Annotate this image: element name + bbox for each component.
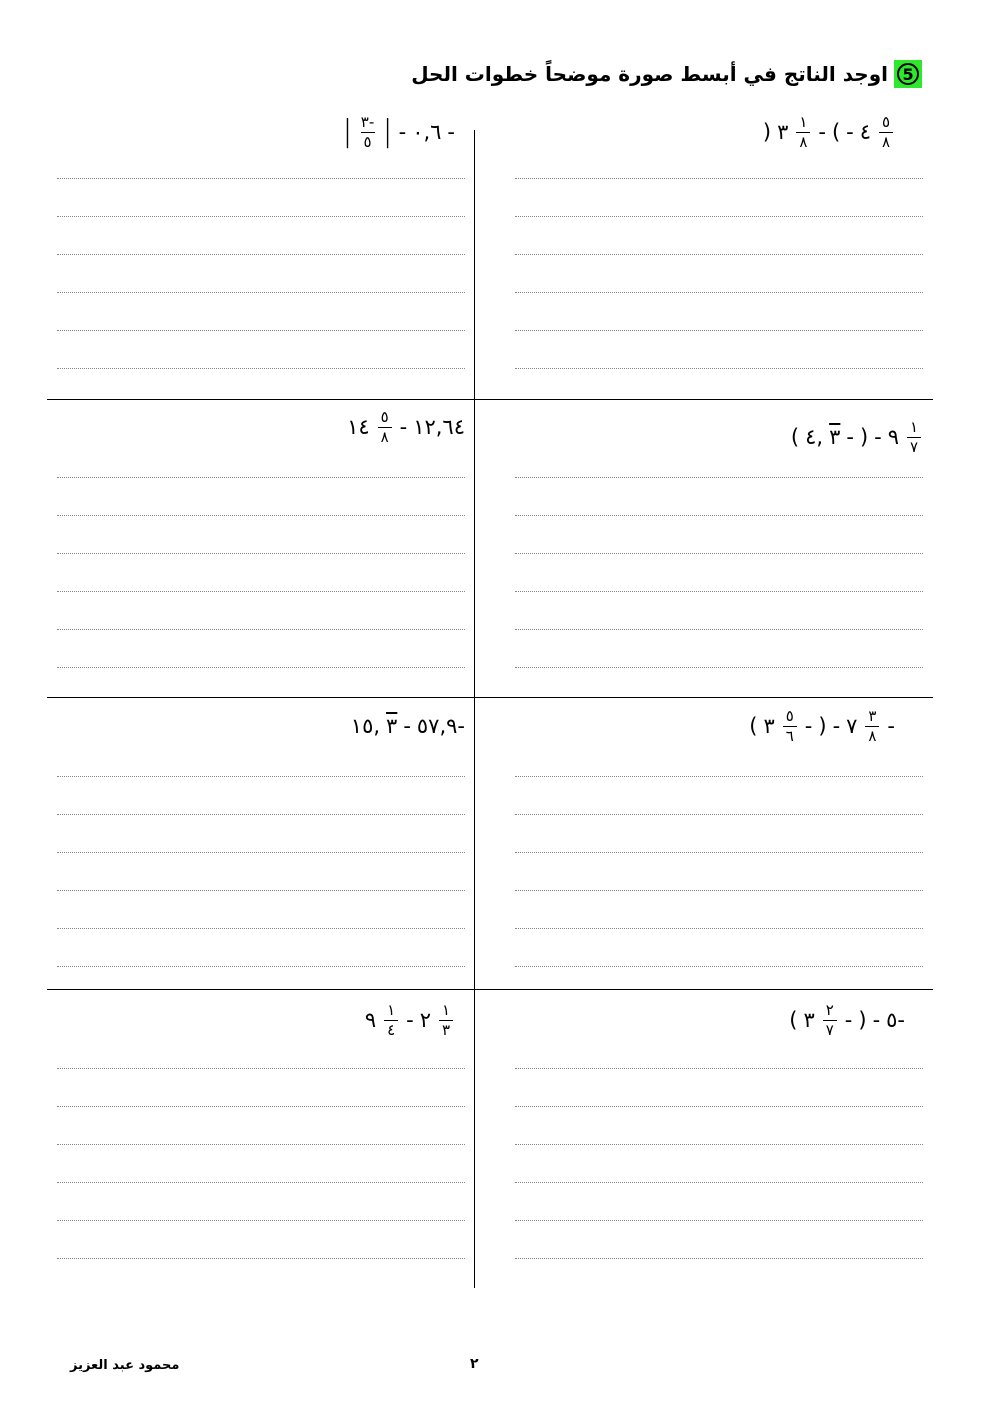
problem-2-expression — [342, 110, 455, 154]
denominator: ٨ — [799, 132, 808, 151]
exercise-number-badge — [894, 60, 922, 88]
abs-bar: | — [382, 114, 393, 149]
exercise-heading — [411, 60, 922, 88]
problem-3 — [515, 415, 923, 690]
numerator: ١ — [909, 417, 919, 436]
fraction — [359, 114, 377, 151]
fraction — [382, 1002, 400, 1039]
denominator: ٥ — [363, 132, 372, 151]
numerator: ١ — [799, 112, 808, 131]
author-name: محمود عبد العزيز — [70, 1358, 180, 1373]
whole-number: ٤ — [859, 120, 871, 144]
denominator: ٨ — [380, 427, 389, 446]
denominator: ٨ — [868, 726, 877, 745]
answer-line[interactable] — [57, 629, 465, 630]
answer-line[interactable] — [515, 928, 923, 929]
numerator: ٥ — [881, 112, 891, 131]
problem-5-expression — [749, 704, 895, 748]
whole-number: ٩ — [364, 1008, 377, 1032]
answer-line[interactable] — [57, 292, 465, 293]
answer-line[interactable] — [57, 852, 465, 853]
operator: - — [872, 1008, 881, 1032]
problem-7-expression — [789, 998, 905, 1042]
negative-sign: - — [844, 1008, 853, 1032]
column-divider — [474, 130, 475, 1288]
decimal-number: ٤, — [805, 425, 824, 449]
problem-4 — [57, 405, 465, 690]
answer-line[interactable] — [515, 477, 923, 478]
problem-6 — [57, 704, 465, 984]
answer-line[interactable] — [57, 553, 465, 554]
decimal-number: ٠,٦ — [412, 120, 442, 144]
operator: - — [846, 120, 854, 144]
answer-line[interactable] — [57, 1258, 465, 1259]
row-divider-1 — [47, 399, 933, 400]
open-paren: ( — [831, 120, 841, 144]
close-paren: ) — [762, 120, 772, 144]
whole-number: ٩ — [887, 425, 899, 449]
answer-line[interactable] — [515, 1068, 923, 1069]
answer-line[interactable] — [57, 216, 465, 217]
answer-line[interactable] — [515, 776, 923, 777]
page-number: ٢ — [470, 1356, 479, 1372]
close-paren: ) — [858, 1008, 867, 1032]
answer-line[interactable] — [57, 368, 465, 369]
denominator: ٧ — [825, 1020, 834, 1039]
denominator: ٧ — [909, 437, 919, 456]
exercise-title: اوجد الناتج في أبسط صورة موضحاً خطوات الحل — [411, 62, 888, 86]
decimal-number: ٥٧,٩- — [416, 714, 465, 738]
fraction — [863, 708, 881, 745]
whole-number: ٧ — [846, 714, 858, 738]
negative-sign: - — [447, 120, 455, 144]
fraction — [437, 1002, 455, 1039]
answer-line[interactable] — [515, 629, 923, 630]
answer-line[interactable] — [515, 890, 923, 891]
answer-line[interactable] — [515, 292, 923, 293]
negative-sign: - — [818, 120, 826, 144]
open-paren: ( — [790, 425, 800, 449]
denominator: ٣ — [441, 1020, 451, 1039]
answer-line[interactable] — [57, 776, 465, 777]
answer-line[interactable] — [57, 254, 465, 255]
numerator: ٥ — [380, 407, 389, 426]
answer-line[interactable] — [515, 368, 923, 369]
problem-1 — [515, 110, 923, 390]
answer-line[interactable] — [515, 667, 923, 668]
close-paren: ) — [859, 425, 869, 449]
negative-sign: - — [887, 714, 895, 738]
answer-line[interactable] — [515, 178, 923, 179]
problem-2 — [57, 110, 465, 390]
answer-line[interactable] — [515, 966, 923, 967]
operator: - — [874, 425, 882, 449]
close-paren: ) — [818, 714, 827, 738]
exercise-number: 5 — [897, 63, 919, 85]
answer-line[interactable] — [57, 1106, 465, 1107]
answer-line[interactable] — [57, 1068, 465, 1069]
problem-8 — [57, 998, 465, 1288]
answer-line[interactable] — [515, 814, 923, 815]
numerator: ٣- — [360, 112, 375, 131]
numerator: ٢ — [825, 1000, 834, 1019]
open-paren: ( — [749, 714, 758, 738]
answer-line[interactable] — [515, 852, 923, 853]
whole-number: ٣ — [803, 1008, 815, 1032]
operator: - — [399, 415, 408, 439]
answer-line[interactable] — [57, 667, 465, 668]
numerator: ١ — [441, 1000, 451, 1019]
whole-number: ٥- — [886, 1008, 905, 1032]
problem-1-expression — [763, 110, 895, 154]
answer-line[interactable] — [57, 515, 465, 516]
whole-number: ٣ — [763, 714, 775, 738]
numerator: ٣ — [868, 706, 877, 725]
operator: - — [406, 1008, 414, 1032]
fraction — [376, 409, 394, 446]
answer-line[interactable] — [515, 1106, 923, 1107]
answer-line[interactable] — [57, 1182, 465, 1183]
answer-line[interactable] — [515, 553, 923, 554]
operator: - — [832, 714, 841, 738]
answer-line[interactable] — [57, 966, 465, 967]
repeating-digit: ٣ — [386, 714, 398, 738]
problem-5 — [515, 704, 923, 984]
fraction — [821, 1002, 839, 1039]
problem-6-expression — [351, 704, 465, 748]
fraction — [781, 708, 799, 745]
abs-bar: | — [342, 114, 353, 149]
denominator: ٤ — [387, 1020, 396, 1039]
answer-line[interactable] — [57, 1220, 465, 1221]
operator: - — [403, 714, 411, 738]
decimal-number: ١٢,٦٤ — [413, 415, 465, 439]
problem-7 — [515, 998, 923, 1288]
fraction — [877, 114, 895, 151]
answer-line[interactable] — [57, 890, 465, 891]
answer-line[interactable] — [57, 330, 465, 331]
answer-line[interactable] — [515, 254, 923, 255]
denominator: ٨ — [881, 132, 891, 151]
whole-number: ٢ — [419, 1008, 431, 1032]
answer-line[interactable] — [515, 330, 923, 331]
decimal-number: ١٥, — [350, 714, 381, 738]
row-divider-2 — [47, 697, 933, 698]
answer-line[interactable] — [515, 1258, 923, 1259]
answer-line[interactable] — [57, 591, 465, 592]
numerator: ٥ — [785, 706, 794, 725]
fraction — [794, 114, 812, 151]
row-divider-3 — [47, 989, 933, 990]
answer-line[interactable] — [57, 814, 465, 815]
problem-3-expression — [791, 415, 923, 459]
whole-number: ١٤ — [347, 415, 370, 439]
fraction — [905, 419, 923, 456]
answer-line[interactable] — [57, 1144, 465, 1145]
answer-line[interactable] — [515, 216, 923, 217]
open-paren: ( — [789, 1008, 798, 1032]
repeating-digit: ٣ — [829, 425, 841, 449]
denominator: ٦ — [785, 726, 794, 745]
answer-line[interactable] — [57, 178, 465, 179]
answer-line[interactable] — [515, 591, 923, 592]
negative-sign: - — [804, 714, 813, 738]
answer-line[interactable] — [515, 515, 923, 516]
whole-number: ٣ — [777, 120, 789, 144]
problem-8-expression — [365, 998, 455, 1042]
negative-sign: - — [846, 425, 854, 449]
answer-line[interactable] — [515, 1182, 923, 1183]
answer-line[interactable] — [515, 1220, 923, 1221]
numerator: ١ — [387, 1000, 396, 1019]
answer-line[interactable] — [57, 928, 465, 929]
answer-line[interactable] — [57, 477, 465, 478]
operator: - — [398, 120, 407, 144]
problem-4-expression — [347, 405, 465, 449]
answer-line[interactable] — [515, 1144, 923, 1145]
